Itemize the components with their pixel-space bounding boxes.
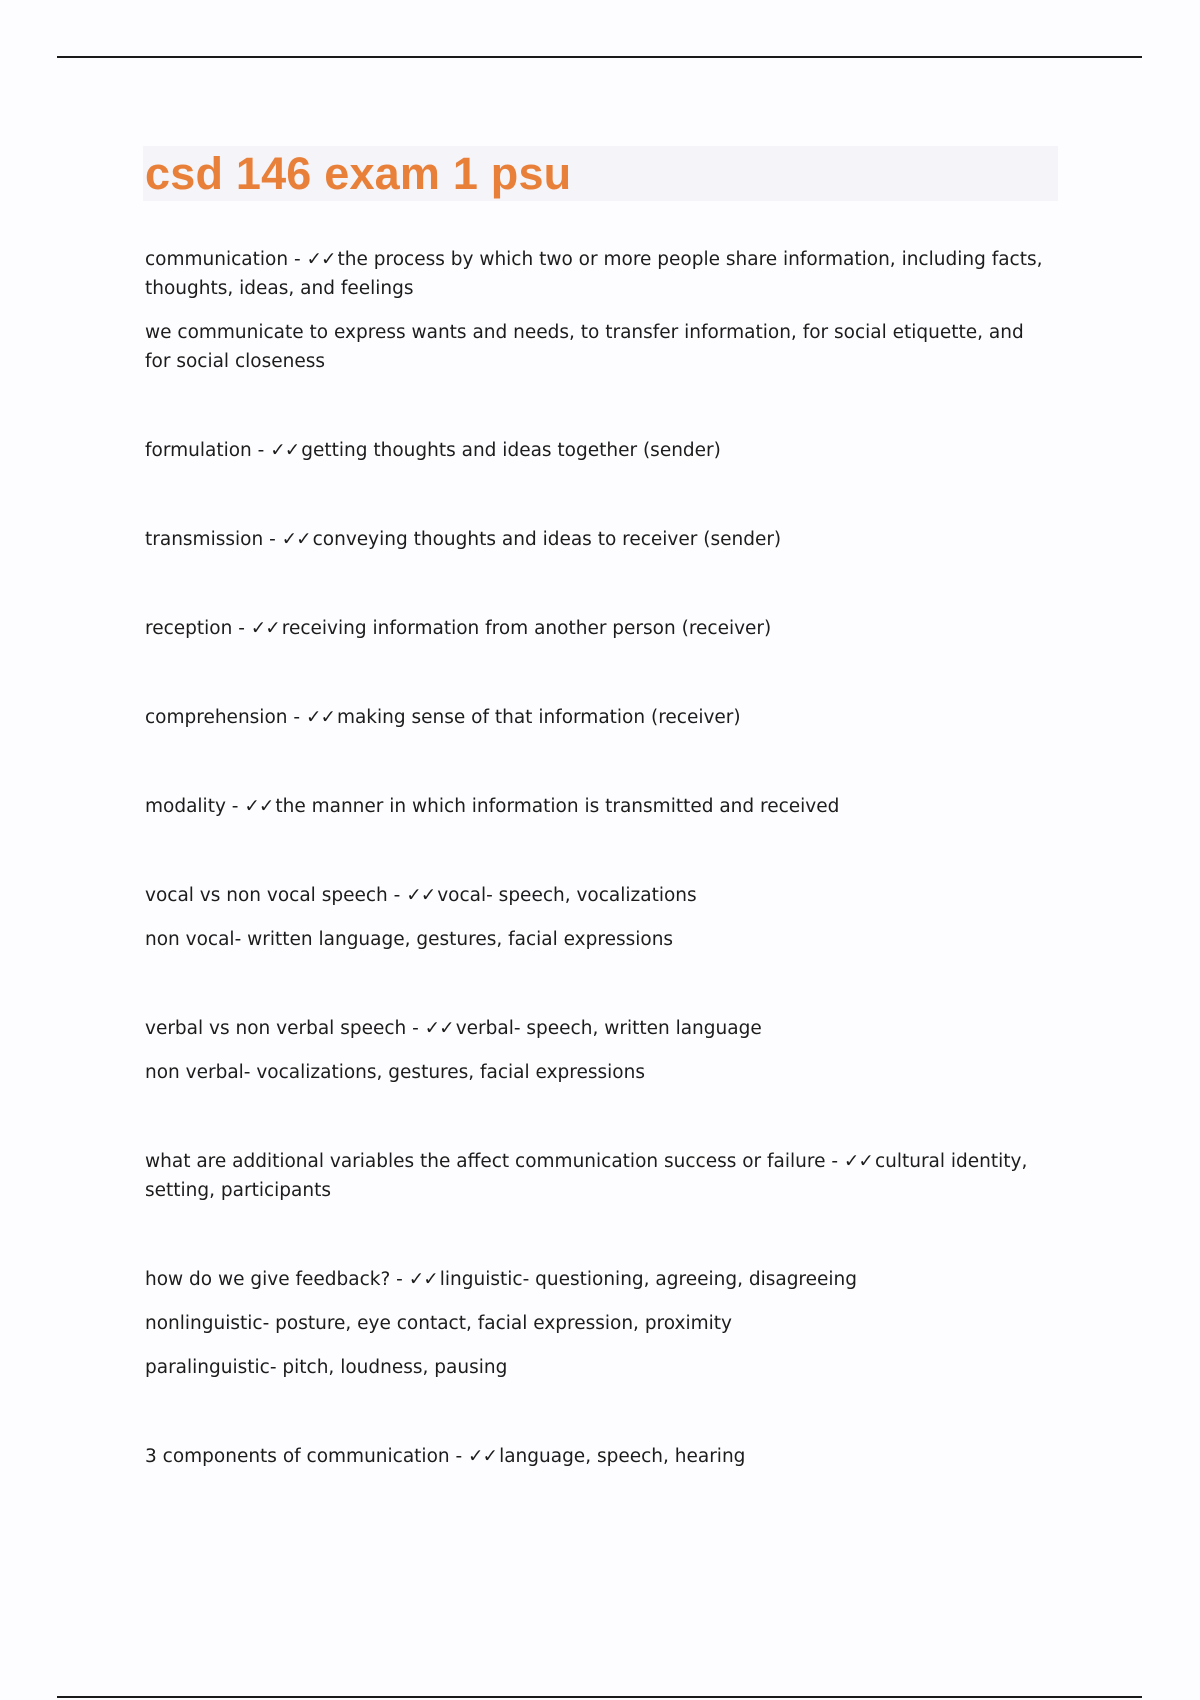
double-check-icon: ✓✓ — [281, 529, 311, 550]
flashcard-line — [145, 1014, 1045, 1043]
term-separator: - — [387, 885, 407, 906]
flashcard-line — [145, 703, 1045, 732]
flashcard-line — [145, 525, 1045, 554]
header-rule — [57, 56, 1142, 58]
term-separator: - — [232, 618, 251, 639]
flashcard-line — [145, 1265, 1045, 1294]
double-check-icon: ✓✓ — [406, 885, 436, 906]
double-check-icon: ✓✓ — [408, 1269, 438, 1290]
flashcard-answer-continued: paralinguistic- pitch, loudness, pausing — [145, 1357, 508, 1378]
flashcard-line — [145, 792, 1045, 821]
flashcard-term: transmission — [145, 529, 264, 550]
term-separator: - — [251, 440, 271, 461]
flashcard-term: reception — [145, 618, 233, 639]
flashcard-answer: language, speech, hearing — [499, 1446, 746, 1467]
flashcard-term: formulation — [145, 440, 252, 461]
flashcard-term: comprehension — [145, 707, 288, 728]
flashcard-line — [145, 881, 1045, 910]
flashcard-line — [145, 436, 1045, 465]
page-title: csd 146 exam 1 psu — [145, 148, 572, 199]
double-check-icon: ✓✓ — [424, 1018, 454, 1039]
flashcard-item — [145, 1014, 1045, 1087]
term-separator: - — [390, 1269, 409, 1290]
flashcard-item — [145, 436, 1045, 465]
double-check-icon: ✓✓ — [843, 1151, 873, 1172]
flashcard-list — [145, 245, 1045, 1471]
flashcard-answer: getting thoughts and ideas together (sender) — [301, 440, 721, 461]
double-check-icon: ✓✓ — [250, 618, 280, 639]
flashcard-term: vocal vs non vocal speech — [145, 885, 388, 906]
term-separator: - — [406, 1018, 425, 1039]
term-separator: - — [825, 1151, 844, 1172]
double-check-icon: ✓✓ — [306, 249, 336, 270]
footer-rule — [57, 1696, 1142, 1698]
flashcard-term: modality — [145, 796, 226, 817]
flashcard-answer: receiving information from another person (receiver) — [281, 618, 772, 639]
term-separator: - — [287, 707, 306, 728]
flashcard-line — [145, 245, 1045, 303]
flashcard-answer-continued: non vocal- written language, gestures, facial expressions — [145, 929, 674, 950]
flashcard-answer: the process by which two or more people share information, including facts, thoughts, ideas, and feelings — [145, 249, 1043, 299]
flashcard-term: what are additional variables the affect communication success or failure — [145, 1151, 826, 1172]
flashcard-item — [145, 703, 1045, 732]
flashcard-item — [145, 245, 1045, 376]
flashcard-item — [145, 1147, 1045, 1205]
flashcard-answer-continued: we communicate to express wants and needs, to transfer information, for social etiquette, and for social closeness — [145, 322, 1024, 372]
flashcard-term: how do we give feedback? — [145, 1269, 391, 1290]
flashcard-item — [145, 1442, 1045, 1471]
flashcard-term: 3 components of communication — [145, 1446, 450, 1467]
flashcard-item — [145, 881, 1045, 954]
flashcard-item — [145, 792, 1045, 821]
flashcard-answer: conveying thoughts and ideas to receiver (sender) — [312, 529, 782, 550]
double-check-icon: ✓✓ — [468, 1446, 498, 1467]
flashcard-line — [145, 614, 1045, 643]
double-check-icon: ✓✓ — [305, 707, 335, 728]
flashcard-item — [145, 1265, 1045, 1382]
flashcard-answer: vocal- speech, vocalizations — [437, 885, 697, 906]
double-check-icon: ✓✓ — [244, 796, 274, 817]
flashcard-answer: linguistic- questioning, agreeing, disagreeing — [439, 1269, 858, 1290]
double-check-icon: ✓✓ — [270, 440, 300, 461]
flashcard-line — [145, 1147, 1045, 1205]
flashcard-line — [145, 1442, 1045, 1471]
term-separator: - — [225, 796, 245, 817]
flashcard-term: verbal vs non verbal speech — [145, 1018, 407, 1039]
flashcard-item — [145, 614, 1045, 643]
flashcard-answer: making sense of that information (receiver) — [336, 707, 741, 728]
term-separator: - — [288, 249, 307, 270]
flashcard-answer: the manner in which information is transmitted and received — [275, 796, 840, 817]
flashcard-answer-continued: non verbal- vocalizations, gestures, facial expressions — [145, 1062, 645, 1083]
flashcard-answer-continued: nonlinguistic- posture, eye contact, facial expression, proximity — [145, 1313, 732, 1334]
flashcard-answer: cultural identity, setting, participants — [145, 1151, 1028, 1201]
term-separator: - — [263, 529, 282, 550]
term-separator: - — [449, 1446, 469, 1467]
flashcard-item — [145, 525, 1045, 554]
flashcard-term: communication — [145, 249, 289, 270]
flashcard-answer: verbal- speech, written language — [455, 1018, 762, 1039]
